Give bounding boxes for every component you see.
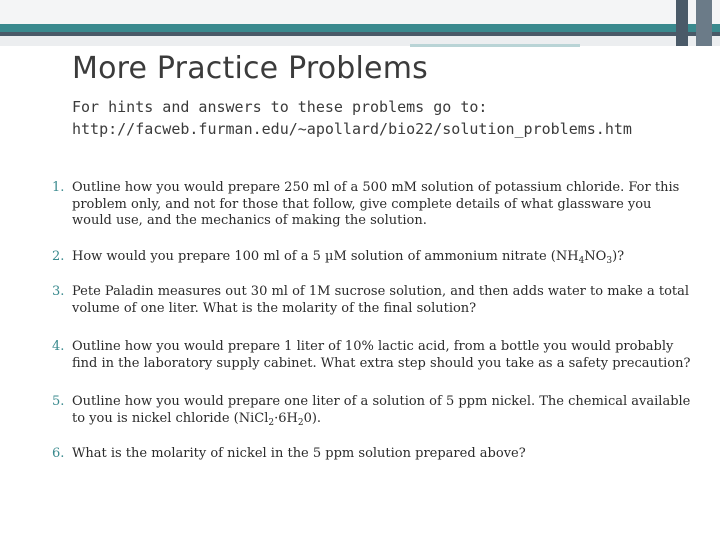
problem-item-6: [52, 446, 692, 463]
problem-text-part: )?: [612, 248, 625, 264]
problem-number: 4.: [52, 339, 65, 354]
problem-item-4: [52, 339, 692, 372]
problem-number: 1.: [52, 180, 65, 195]
subscript: 2: [268, 417, 275, 428]
problem-list: [52, 180, 692, 463]
problem-text-part: 0).: [303, 410, 322, 426]
problem-text: What is the molarity of nickel in the 5 ppm solution prepared above?: [72, 446, 526, 461]
problem-item-5: [52, 394, 692, 427]
problem-text-part: ·6H: [274, 410, 298, 426]
header-band-teal: [0, 24, 720, 32]
problem-text-part: Outline how you would prepare one liter of a solution of 5 ppm nickel. The chemical available to you is nickel chloride (NiCl: [72, 394, 691, 426]
problem-number: 3.: [52, 284, 65, 299]
problem-number: 5.: [52, 394, 65, 409]
header-band-pale: [0, 36, 720, 46]
problem-item-2: [52, 249, 692, 266]
slide-title: More Practice Problems: [72, 51, 428, 86]
corner-block-dark: [676, 0, 688, 46]
subscript: 2: [297, 417, 304, 428]
problem-text: Pete Paladin measures out 30 ml of 1M sucrose solution, and then adds water to make a total volume of one liter. What is the molarity of the final solution?: [72, 284, 690, 316]
problem-text: Outline how you would prepare 250 ml of a 500 mM solution of potassium chloride. For this problem only, and not for those that follow, give complete details of what glassware you would use, and the mechanics of making the solution.: [72, 180, 680, 228]
subscript: 3: [606, 255, 613, 266]
problem-item-1: [52, 180, 692, 230]
slide-subtitle: [72, 96, 632, 140]
problem-text: [72, 249, 624, 264]
problem-text: Outline how you would prepare 1 liter of 10% lactic acid, from a bottle you would probably find in the laboratory supply cabinet. What extra step should you take as a safety precaution?: [72, 339, 691, 371]
problem-number: 6.: [52, 446, 65, 461]
subtitle-line-instructions: For hints and answers to these problems go to:: [72, 98, 488, 116]
header-band-light: [0, 0, 720, 24]
header-accent-stripe: [410, 44, 580, 47]
problem-text: [72, 394, 690, 426]
subtitle-line-url: http://facweb.furman.edu/~apollard/bio22/solution_problems.htm: [72, 120, 632, 138]
corner-block-grey: [696, 0, 712, 46]
problem-text-part: How would you prepare 100 ml of a 5 µM solution of ammonium nitrate (NH: [72, 248, 579, 264]
problem-text-part: NO: [584, 248, 607, 264]
subscript: 4: [578, 255, 585, 266]
problem-number: 2.: [52, 248, 65, 264]
problem-item-3: [52, 284, 692, 317]
